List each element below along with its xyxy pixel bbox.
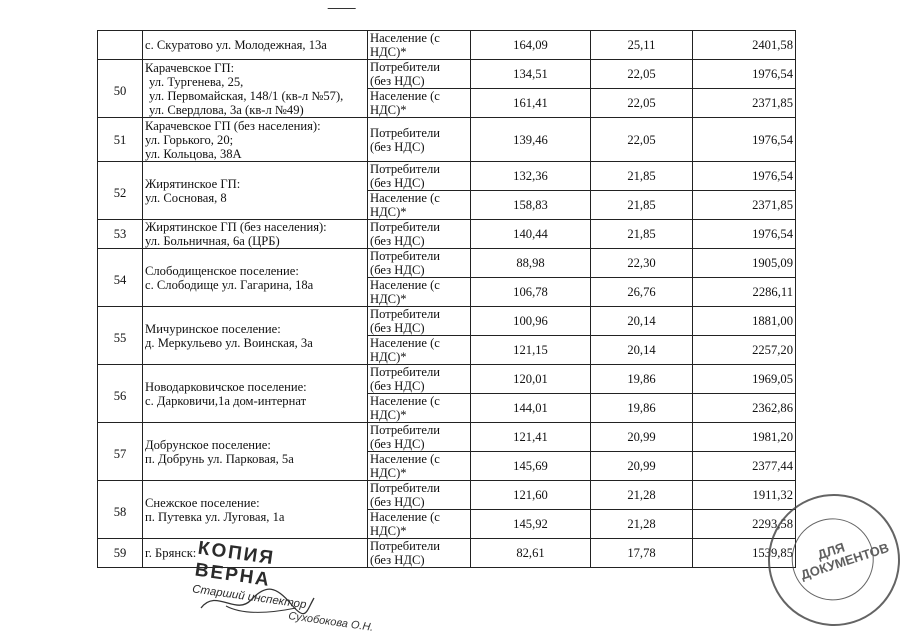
location-cell [143, 118, 368, 162]
consumer-category [368, 452, 471, 481]
consumer-category [368, 336, 471, 365]
category-line: Потребители [370, 365, 441, 379]
location-line: Жирятинское ГП: [145, 176, 241, 191]
category-line: Население (с [370, 510, 440, 524]
category-line: (без НДС) [370, 321, 425, 335]
consumer-category [368, 510, 471, 539]
location-line: ул. Больничная, 6а (ЦРБ) [145, 234, 280, 248]
consumer-category [368, 220, 471, 249]
value-v3: 1976,54 [693, 220, 796, 249]
scan-mark [327, 0, 360, 9]
value-v3: 2377,44 [693, 452, 796, 481]
row-number: 53 [98, 220, 143, 249]
value-v1: 144,01 [471, 394, 591, 423]
location-cell [143, 162, 368, 220]
value-v3: 1911,32 [693, 481, 796, 510]
category-line: НДС)* [370, 205, 407, 219]
value-v1: 158,83 [471, 191, 591, 220]
category-line: (без НДС) [370, 176, 425, 190]
value-v3: 2371,85 [693, 191, 796, 220]
table-row [98, 307, 796, 336]
value-v3: 1539,85 [693, 539, 796, 568]
table-row [98, 31, 796, 60]
value-v2: 20,99 [591, 423, 693, 452]
value-v3: 1976,54 [693, 60, 796, 89]
value-v2: 25,11 [591, 31, 693, 60]
value-v1: 145,92 [471, 510, 591, 539]
table-row [98, 481, 796, 510]
category-line: Потребители [370, 125, 441, 140]
value-v3: 1905,09 [693, 249, 796, 278]
location-line: ул. Сосновая, 8 [145, 190, 227, 205]
value-v3: 1881,00 [693, 307, 796, 336]
location-cell [143, 423, 368, 481]
category-line: (без НДС) [370, 234, 425, 248]
category-line: НДС)* [370, 292, 407, 306]
value-v1: 121,41 [471, 423, 591, 452]
category-line: Потребители [370, 423, 441, 437]
category-line: Потребители [370, 481, 441, 495]
category-line: (без НДС) [370, 379, 425, 393]
category-line: Потребители [370, 220, 441, 234]
category-line: Потребители [370, 539, 441, 553]
seal-center-text: ДЛЯ ДОКУМЕНТОВ [798, 539, 891, 583]
category-line: Население (с [370, 336, 440, 350]
row-number: 59 [98, 539, 143, 568]
value-v3: 2401,58 [693, 31, 796, 60]
consumer-category [368, 118, 471, 162]
value-v3: 1969,05 [693, 365, 796, 394]
category-line: (без НДС) [370, 495, 425, 509]
row-number: 57 [98, 423, 143, 481]
value-v1: 121,60 [471, 481, 591, 510]
value-v3: 2286,11 [693, 278, 796, 307]
category-line: НДС)* [370, 103, 407, 117]
location-line: Новодарковичское поселение: [145, 379, 307, 394]
value-v2: 21,85 [591, 191, 693, 220]
value-v2: 21,28 [591, 510, 693, 539]
location-line: с. Дарковичи,1а дом-интернат [145, 393, 307, 408]
location-cell [143, 220, 368, 249]
row-number: 55 [98, 307, 143, 365]
category-line: Население (с [370, 191, 440, 205]
location-line: с. Скуратово ул. Молодежная, 13а [145, 38, 327, 52]
consumer-category [368, 278, 471, 307]
tariff-table [97, 30, 796, 568]
location-line: п. Добрунь ул. Парковая, 5а [145, 451, 294, 466]
value-v1: 161,41 [471, 89, 591, 118]
value-v3: 2257,20 [693, 336, 796, 365]
location-cell [143, 249, 368, 307]
value-v3: 1976,54 [693, 118, 796, 162]
location-line: Карачевское ГП: [145, 60, 235, 75]
value-v1: 134,51 [471, 60, 591, 89]
consumer-category [368, 394, 471, 423]
category-line: НДС)* [370, 466, 407, 480]
value-v2: 19,86 [591, 365, 693, 394]
value-v1: 139,46 [471, 118, 591, 162]
location-line: Добрунское поселение: [145, 437, 271, 452]
consumer-category [368, 307, 471, 336]
value-v2: 20,14 [591, 307, 693, 336]
row-number: 50 [98, 60, 143, 118]
category-line: (без НДС) [370, 139, 425, 154]
table-row [98, 220, 796, 249]
location-cell [143, 31, 368, 60]
location-line: ул. Тургенева, 25, [149, 74, 244, 89]
location-line: Мичуринское поселение: [145, 321, 281, 336]
category-line: НДС)* [370, 408, 407, 422]
row-number [98, 31, 143, 60]
table-row [98, 60, 796, 89]
category-line: Население (с [370, 278, 440, 292]
value-v3: 2371,85 [693, 89, 796, 118]
location-line: Снежское поселение: [145, 495, 260, 510]
location-cell [143, 481, 368, 539]
table-row [98, 423, 796, 452]
location-line: д. Меркульево ул. Воинская, 3а [145, 335, 313, 350]
value-v3: 1981,20 [693, 423, 796, 452]
value-v2: 19,86 [591, 394, 693, 423]
location-line: Жирятинское ГП (без населения): [145, 220, 327, 234]
value-v2: 21,85 [591, 220, 693, 249]
value-v1: 145,69 [471, 452, 591, 481]
location-cell [143, 365, 368, 423]
consumer-category [368, 89, 471, 118]
value-v2: 22,05 [591, 89, 693, 118]
stamp-title: КОПИЯ ВЕРНА [193, 537, 277, 591]
value-v2: 20,99 [591, 452, 693, 481]
category-line: (без НДС) [370, 74, 425, 88]
category-line: Потребители [370, 162, 441, 176]
consumer-category [368, 60, 471, 89]
location-line: Карачевское ГП (без населения): [145, 118, 321, 133]
value-v2: 17,78 [591, 539, 693, 568]
row-number: 54 [98, 249, 143, 307]
value-v2: 20,14 [591, 336, 693, 365]
value-v1: 164,09 [471, 31, 591, 60]
location-cell [143, 307, 368, 365]
location-line: ул. Горького, 20; [145, 132, 234, 147]
location-line: г. Брянск: [145, 546, 197, 560]
stamp-officer-name: Сухобокова О.Н. [287, 610, 375, 634]
location-line: п. Путевка ул. Луговая, 1а [145, 509, 285, 524]
category-line: Потребители [370, 60, 441, 74]
category-line: Население (с [370, 452, 440, 466]
value-v1: 100,96 [471, 307, 591, 336]
category-line: НДС)* [370, 350, 407, 364]
value-v2: 22,05 [591, 118, 693, 162]
value-v1: 120,01 [471, 365, 591, 394]
row-number: 58 [98, 481, 143, 539]
value-v2: 21,85 [591, 162, 693, 191]
value-v1: 140,44 [471, 220, 591, 249]
value-v2: 22,30 [591, 249, 693, 278]
value-v1: 132,36 [471, 162, 591, 191]
category-line: Население (с [370, 89, 440, 103]
consumer-category [368, 249, 471, 278]
value-v1: 82,61 [471, 539, 591, 568]
location-line: ул. Первомайская, 148/1 (кв-л №57), [149, 88, 344, 103]
category-line: (без НДС) [370, 263, 425, 277]
value-v2: 21,28 [591, 481, 693, 510]
consumer-category [368, 481, 471, 510]
value-v3: 2362,86 [693, 394, 796, 423]
table-row [98, 365, 796, 394]
table-row [98, 162, 796, 191]
location-line: Слободищенское поселение: [145, 263, 299, 278]
table-row [98, 249, 796, 278]
value-v1: 88,98 [471, 249, 591, 278]
consumer-category [368, 365, 471, 394]
location-line: ул. Кольцова, 38А [145, 146, 242, 161]
value-v3: 2293,58 [693, 510, 796, 539]
location-line: с. Слободище ул. Гагарина, 18а [145, 277, 314, 292]
table-row [98, 118, 796, 162]
location-line: ул. Свердлова, 3а (кв-л №49) [149, 102, 304, 117]
value-v1: 121,15 [471, 336, 591, 365]
row-number: 51 [98, 118, 143, 162]
consumer-category [368, 423, 471, 452]
consumer-category [368, 162, 471, 191]
category-line: (без НДС) [370, 437, 425, 451]
category-line: Население (с [370, 394, 440, 408]
row-number: 56 [98, 365, 143, 423]
consumer-category [368, 191, 471, 220]
value-v3: 1976,54 [693, 162, 796, 191]
stamp-position: Старший инспектор [191, 583, 308, 612]
row-number: 52 [98, 162, 143, 220]
category-line: Потребители [370, 307, 441, 321]
value-v2: 26,76 [591, 278, 693, 307]
consumer-category [368, 539, 471, 568]
category-line: Потребители [370, 249, 441, 263]
location-cell [143, 60, 368, 118]
category-line: НДС)* [370, 524, 407, 538]
category-line: Население (с [370, 31, 440, 45]
value-v2: 22,05 [591, 60, 693, 89]
value-v1: 106,78 [471, 278, 591, 307]
category-line: НДС)* [370, 45, 407, 59]
category-line: (без НДС) [370, 553, 425, 567]
tariff-table-body [98, 31, 796, 568]
consumer-category [368, 31, 471, 60]
